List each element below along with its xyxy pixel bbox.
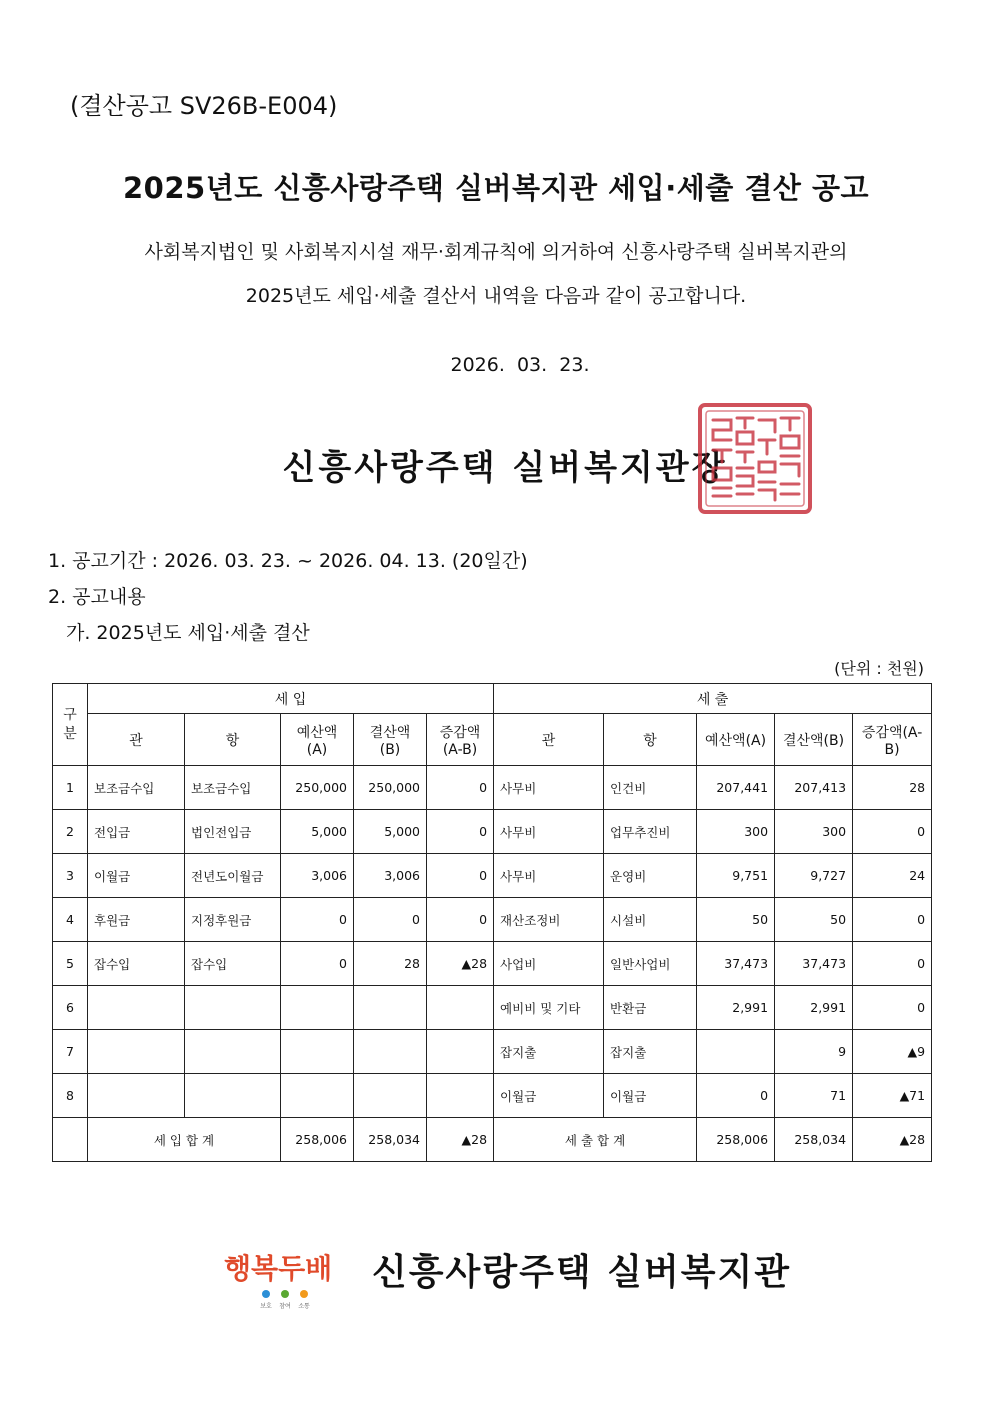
expense-diff-cell: 0 [853, 898, 932, 942]
row-number-cell: 1 [53, 766, 88, 810]
income-budget-cell: 0 [281, 898, 354, 942]
page-title: 2025년도 신흥사랑주택 실버복지관 세입·세출 결산 공고 [122, 171, 869, 205]
income-hang-cell: 전년도이월금 [185, 854, 281, 898]
expense-actual-cell: 300 [775, 810, 853, 854]
table-row [53, 1030, 932, 1074]
table-row [53, 898, 932, 942]
income-budget-header: 예산액(A) [281, 714, 354, 766]
income-gwan-cell [88, 1074, 185, 1118]
logo-sub-1: 보호 [260, 1303, 272, 1310]
settlement-table [52, 683, 932, 1162]
income-hang-cell [185, 986, 281, 1030]
expense-diff-cell: ▲9 [853, 1030, 932, 1074]
logo-dot-blue [262, 1290, 270, 1298]
notice-reference: (결산공고 SV26B-E004) [70, 92, 338, 120]
income-gwan-cell [88, 986, 185, 1030]
income-total-budget: 258,006 [281, 1118, 354, 1162]
expense-diff-cell: 24 [853, 854, 932, 898]
expense-budget-cell: 50 [697, 898, 775, 942]
income-diff-cell: ▲28 [427, 942, 494, 986]
income-gwan-cell: 전입금 [88, 810, 185, 854]
income-actual-cell [354, 986, 427, 1030]
income-budget-cell [281, 1030, 354, 1074]
logo-text: 행복두배 [224, 1252, 333, 1285]
logo-dot-green [281, 1290, 289, 1298]
income-diff-cell: 0 [427, 854, 494, 898]
income-budget-cell [281, 1074, 354, 1118]
expense-actual-cell: 50 [775, 898, 853, 942]
expense-diff-cell: 0 [853, 986, 932, 1030]
expense-budget-cell [697, 1030, 775, 1074]
income-budget-cell [281, 986, 354, 1030]
expense-gwan-cell: 예비비 및 기타 [494, 986, 604, 1030]
row-number-cell: 2 [53, 810, 88, 854]
income-budget-cell: 250,000 [281, 766, 354, 810]
intro-line-2: 2025년도 세입·세출 결산서 내역을 다음과 같이 공고합니다. [245, 285, 747, 307]
row-number-cell: 4 [53, 898, 88, 942]
expense-hang-cell: 인건비 [604, 766, 697, 810]
expense-header: 세 출 [494, 684, 932, 714]
income-actual-cell: 0 [354, 898, 427, 942]
row-number-cell: 3 [53, 854, 88, 898]
expense-budget-cell: 0 [697, 1074, 775, 1118]
expense-actual-cell: 37,473 [775, 942, 853, 986]
income-actual-cell: 3,006 [354, 854, 427, 898]
expense-hang-cell: 일반사업비 [604, 942, 697, 986]
expense-diff-cell: ▲71 [853, 1074, 932, 1118]
expense-budget-cell: 300 [697, 810, 775, 854]
income-diff-cell: 0 [427, 898, 494, 942]
expense-budget-cell: 2,991 [697, 986, 775, 1030]
income-header: 세 입 [88, 684, 494, 714]
income-gwan-cell: 잡수입 [88, 942, 185, 986]
row-number-cell: 6 [53, 986, 88, 1030]
expense-hang-cell: 잡지출 [604, 1030, 697, 1074]
income-actual-cell [354, 1074, 427, 1118]
row-number-cell: 5 [53, 942, 88, 986]
expense-diff-cell: 0 [853, 810, 932, 854]
expense-budget-header: 예산액(A) [697, 714, 775, 766]
income-actual-cell: 250,000 [354, 766, 427, 810]
income-hang-header: 항 [185, 714, 281, 766]
expense-total-label: 세 출 합 계 [494, 1118, 697, 1162]
expense-budget-cell: 207,441 [697, 766, 775, 810]
expense-actual-cell: 2,991 [775, 986, 853, 1030]
expense-actual-cell: 207,413 [775, 766, 853, 810]
income-gwan-cell [88, 1030, 185, 1074]
expense-actual-cell: 9 [775, 1030, 853, 1074]
expense-total-budget: 258,006 [697, 1118, 775, 1162]
footer-organization-name: 신흥사랑주택 실버복지관 [372, 1252, 792, 1293]
expense-gwan-cell: 이월금 [494, 1074, 604, 1118]
income-gwan-cell: 후원금 [88, 898, 185, 942]
income-total-actual: 258,034 [354, 1118, 427, 1162]
income-hang-cell: 잡수입 [185, 942, 281, 986]
intro-line-1: 사회복지법인 및 사회복지시설 재무·회계규칙에 의거하여 신흥사랑주택 실버복지관의 [144, 241, 848, 263]
notice-content-subheading: 가. 2025년도 세입·세출 결산 [66, 622, 310, 644]
notice-date: 2026. 03. 23. [450, 354, 590, 376]
table-row [53, 986, 932, 1030]
income-gwan-header: 관 [88, 714, 185, 766]
income-diff-cell [427, 986, 494, 1030]
income-hang-cell [185, 1074, 281, 1118]
table-row [53, 766, 932, 810]
expense-gwan-header: 관 [494, 714, 604, 766]
unit-label: (단위 : 천원) [834, 659, 924, 678]
expense-total-diff: ▲28 [853, 1118, 932, 1162]
expense-hang-cell: 운영비 [604, 854, 697, 898]
expense-hang-cell: 이월금 [604, 1074, 697, 1118]
income-budget-cell: 0 [281, 942, 354, 986]
logo-dot-orange [300, 1290, 308, 1298]
expense-diff-cell: 28 [853, 766, 932, 810]
income-diff-cell [427, 1030, 494, 1074]
expense-hang-cell: 시설비 [604, 898, 697, 942]
issuer-name: 신흥사랑주택 실버복지관장 [282, 448, 728, 488]
row-number-cell: 7 [53, 1030, 88, 1074]
income-total-diff: ▲28 [427, 1118, 494, 1162]
income-budget-cell: 5,000 [281, 810, 354, 854]
table-row [53, 942, 932, 986]
expense-total-actual: 258,034 [775, 1118, 853, 1162]
notice-period: 1. 공고기간 : 2026. 03. 23. ~ 2026. 04. 13. (20일간) [48, 550, 528, 572]
income-gwan-cell: 보조금수입 [88, 766, 185, 810]
table-row [53, 854, 932, 898]
total-gubun-cell [53, 1118, 88, 1162]
income-actual-cell: 5,000 [354, 810, 427, 854]
income-budget-cell: 3,006 [281, 854, 354, 898]
expense-hang-cell: 반환금 [604, 986, 697, 1030]
official-seal-stamp [697, 402, 813, 515]
income-diff-cell: 0 [427, 766, 494, 810]
income-hang-cell: 보조금수입 [185, 766, 281, 810]
income-hang-cell: 지정후원금 [185, 898, 281, 942]
income-actual-cell [354, 1030, 427, 1074]
notice-content-heading: 2. 공고내용 [48, 586, 146, 608]
expense-budget-cell: 9,751 [697, 854, 775, 898]
income-actual-header: 결산액(B) [354, 714, 427, 766]
expense-budget-cell: 37,473 [697, 942, 775, 986]
income-hang-cell: 법인전입금 [185, 810, 281, 854]
row-number-cell: 8 [53, 1074, 88, 1118]
expense-gwan-cell: 사무비 [494, 766, 604, 810]
expense-hang-cell: 업무추진비 [604, 810, 697, 854]
expense-gwan-cell: 사업비 [494, 942, 604, 986]
expense-actual-cell: 9,727 [775, 854, 853, 898]
income-actual-cell: 28 [354, 942, 427, 986]
table-row [53, 1074, 932, 1118]
expense-actual-header: 결산액(B) [775, 714, 853, 766]
expense-gwan-cell: 잡지출 [494, 1030, 604, 1074]
income-total-label: 세 입 합 계 [88, 1118, 281, 1162]
expense-gwan-cell: 사무비 [494, 810, 604, 854]
haengbok-dubae-logo [222, 1242, 340, 1312]
logo-sub-3: 소통 [298, 1303, 310, 1310]
income-diff-cell [427, 1074, 494, 1118]
expense-gwan-cell: 사무비 [494, 854, 604, 898]
expense-actual-cell: 71 [775, 1074, 853, 1118]
expense-gwan-cell: 재산조정비 [494, 898, 604, 942]
income-diff-header: 증감액(A-B) [427, 714, 494, 766]
expense-diff-header: 증감액(A-B) [853, 714, 932, 766]
expense-hang-header: 항 [604, 714, 697, 766]
income-diff-cell: 0 [427, 810, 494, 854]
logo-sub-2: 참여 [279, 1303, 291, 1310]
table-row [53, 810, 932, 854]
income-hang-cell [185, 1030, 281, 1074]
gubun-header: 구 분 [53, 684, 88, 766]
expense-diff-cell: 0 [853, 942, 932, 986]
income-gwan-cell: 이월금 [88, 854, 185, 898]
